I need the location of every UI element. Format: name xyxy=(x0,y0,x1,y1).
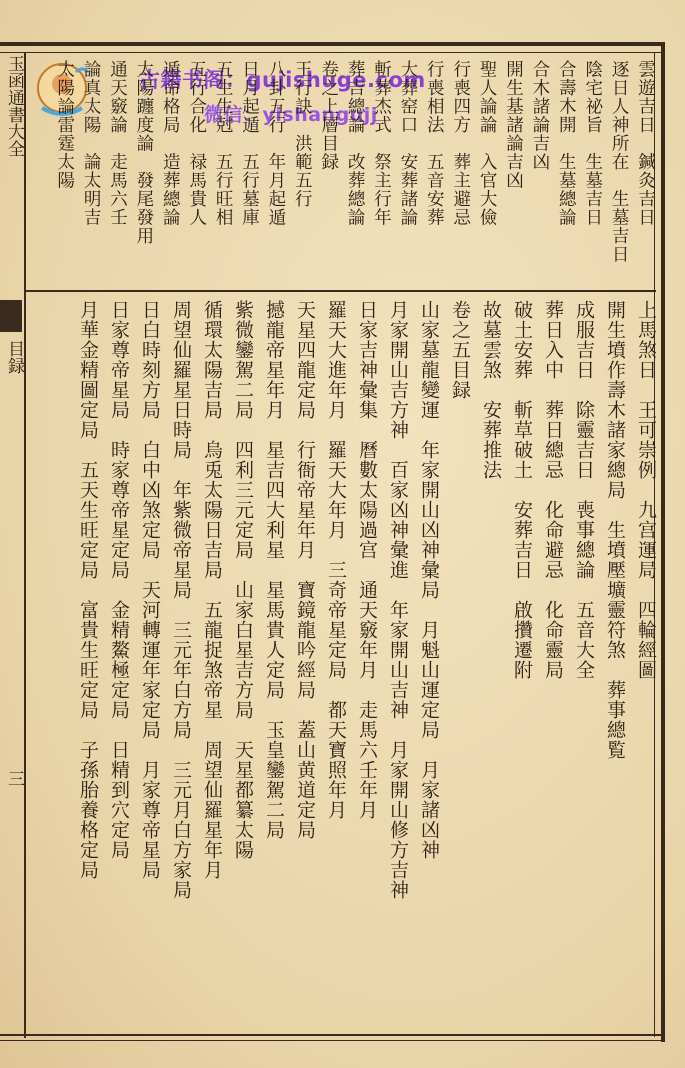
upper-column: 行喪四方 葬主避忌 xyxy=(450,60,471,227)
lower-column: 卷之五目録 xyxy=(449,300,471,400)
lower-column: 開生墳作壽木諸家總局 生墳壓壙靈符煞 葬事總覧 xyxy=(604,300,626,760)
lower-column: 山家墓龍變運 年家開山凶神彙局 月魁山運定局 月家諸凶神 xyxy=(418,300,440,860)
frame-right-border xyxy=(661,42,665,1042)
lower-column: 日家尊帝星局 時家尊帝星定局 金精鰲極定局 日精到穴定局 xyxy=(108,300,130,860)
fishtail-mark xyxy=(0,300,22,332)
upper-column: 大葬窑口 安葬諸論 xyxy=(397,60,418,227)
margin-divider xyxy=(24,52,26,1038)
lower-column: 日家吉神彙集 曆數太陽過宫 通天竅年月 走馬六壬年月 xyxy=(356,300,378,820)
upper-column: 逐日人神所在 生墓吉日 xyxy=(609,60,630,264)
margin-page-number: 三 xyxy=(4,770,24,787)
upper-column: 卷之上層目録 xyxy=(318,60,339,171)
lower-column: 撼龍帝星年月 星吉四大利星 星馬貴人定局 玉皇鑾駕二局 xyxy=(263,300,285,840)
lower-column: 循環太陽吉局 烏兎太陽日吉局 五龍捉煞帝星 周望仙羅星年月 xyxy=(201,300,223,880)
upper-column: 遁命格局 造葬總論 xyxy=(160,60,181,227)
upper-column: 葬吉總論 改葬總論 xyxy=(345,60,366,227)
upper-column: 合壽木開 生墓總論 xyxy=(556,60,577,227)
upper-column: 五生生尅 五行旺相 xyxy=(213,60,234,227)
watermark-site: 古籍书阁：gujishuge.com xyxy=(139,68,426,92)
register-divider xyxy=(24,290,656,292)
upper-column: 論真太陽 論太明吉 xyxy=(81,60,102,227)
lower-column: 月華金精圖定局 五天生旺定局 富貴生旺定局 子孫胎養格定局 xyxy=(77,300,99,880)
frame-top-border xyxy=(0,42,665,46)
upper-column: 陰宅祕旨 生墓吉日 xyxy=(582,60,603,227)
upper-column: 太陽躔度論 發尾發用 xyxy=(133,60,154,245)
lower-column: 上馬煞日 王可崇例 九宫運局 四輪經圖 xyxy=(635,300,657,680)
lower-column: 葬日入中 葬日總忌 化命避忌 化命靈局 xyxy=(542,300,564,680)
upper-column: 雲遊吉日 鍼灸吉日 xyxy=(635,60,656,227)
upper-column: 太陽論雷霆太陽 xyxy=(54,60,75,190)
upper-column: 開生基諸論吉凶 xyxy=(503,60,524,190)
watermark-wechat: 微信：yishangujj xyxy=(204,104,378,126)
lower-column: 破土安葬 斬草破土 安葬吉日 啟攢遷附 xyxy=(511,300,533,680)
lower-column: 紫微鑾駕二局 四利三元定局 山家白星吉方局 天星都纂太陽 xyxy=(232,300,254,860)
frame-bottom-border xyxy=(0,1034,665,1036)
upper-column: 日月起遁 五行墓庫 xyxy=(239,60,260,227)
lower-column: 成服吉日 除靈吉日 喪事總論 五音大全 xyxy=(573,300,595,680)
upper-column: 王行訣 洪範五行 xyxy=(292,60,313,208)
upper-column: 行喪相法 五音安葬 xyxy=(424,60,445,227)
upper-column: 五行合化 禄馬貴人 xyxy=(186,60,207,227)
upper-column: 通天竅論 走馬六壬 xyxy=(107,60,128,227)
lower-column: 故墓雲煞 安葬推法 xyxy=(480,300,502,480)
lower-column: 羅天大進年月 羅天大年月 三奇帝星定局 都天寶照年月 xyxy=(325,300,347,820)
upper-column: 斬葬杰式 祭主行年 xyxy=(371,60,392,227)
frame-bottom-inner-border xyxy=(0,1040,665,1041)
margin-book-title: 玉函通書大全 xyxy=(4,55,24,157)
lower-column: 天星四龍定局 行衙帝星年月 寶鏡龍吟經局 蓋山黄道定局 xyxy=(294,300,316,840)
upper-column: 八卦五行 年月起遁 xyxy=(265,60,286,227)
frame-top-inner-border xyxy=(0,52,665,53)
lower-column: 周望仙羅星日時局 年紫微帝星局 三元年白方局 三元月白方家局 xyxy=(170,300,192,900)
lower-column: 日白時刻方局 白中凶煞定局 天河轉運年家定局 月家尊帝星局 xyxy=(139,300,161,880)
margin-section-label: 目録 xyxy=(4,340,24,374)
lower-column: 月家開山吉方神 百家凶神彙進 年家開山吉神 月家開山修方吉神 xyxy=(387,300,409,900)
upper-column: 合木諸論吉凶 xyxy=(529,60,550,171)
upper-column: 聖人論論 入官大儉 xyxy=(477,60,498,227)
